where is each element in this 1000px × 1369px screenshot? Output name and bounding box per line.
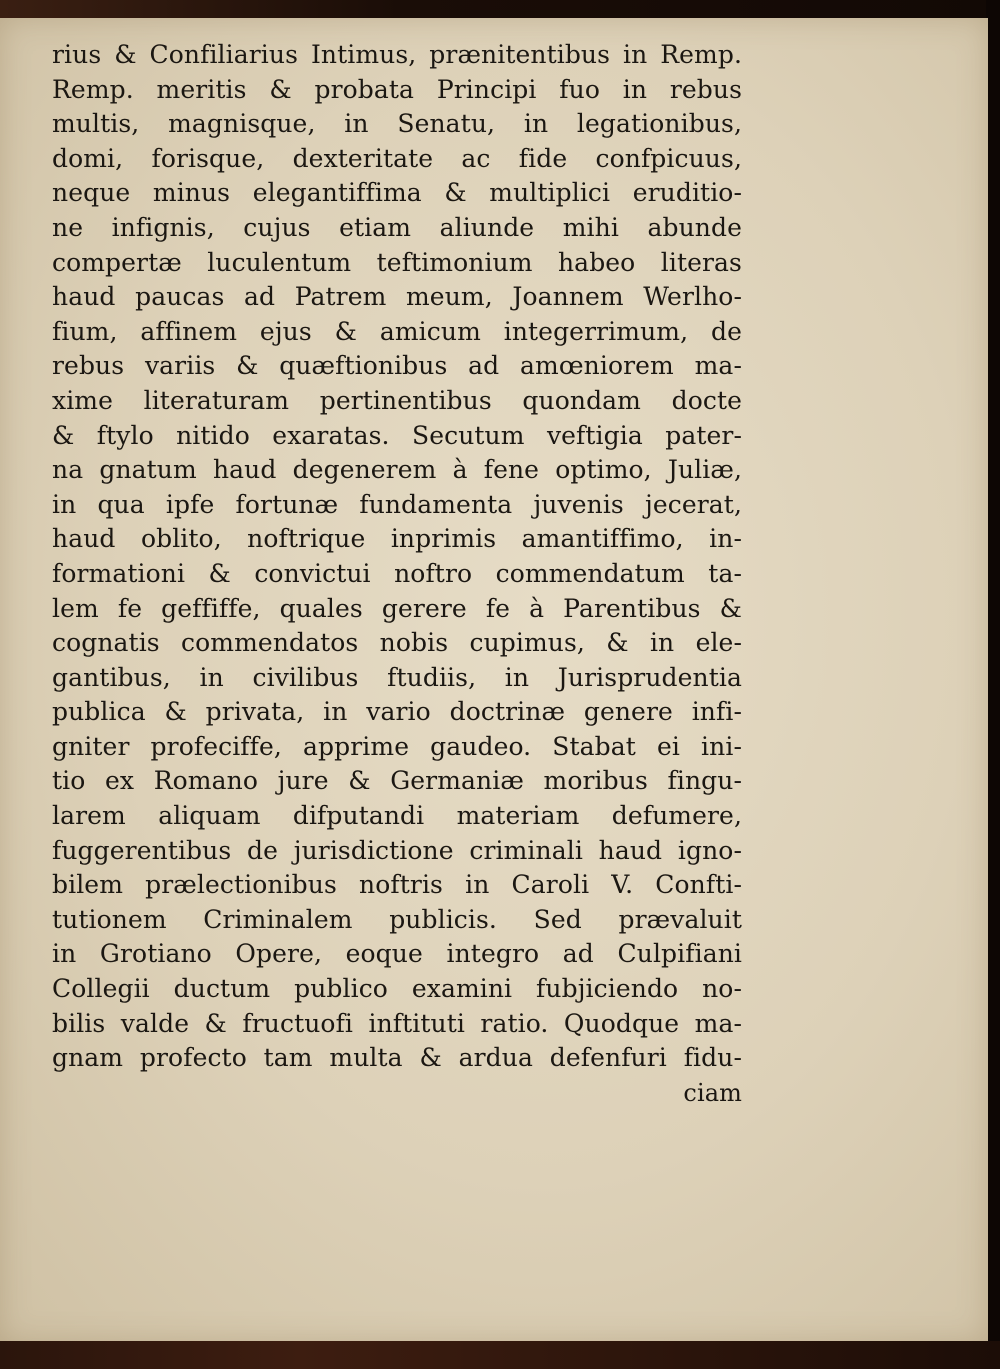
text-line: bilis valde & fructuofi inftituti ratio. Quodque ma- (52, 1008, 742, 1038)
text-line: gniter profeciffe, apprime gaudeo. Stabat ei ini- (52, 731, 742, 761)
text-line: Remp. meritis & probata Principi fuo in rebus (52, 74, 742, 104)
text-line: gnam profecto tam multa & ardua defenfuri fidu- (52, 1043, 742, 1073)
text-line: rius & Confiliarius Intimus, prænitentibus in Remp. (52, 40, 742, 69)
text-line: lem fe geffiffe, quales gerere fe à Parentibus & (52, 593, 742, 623)
text-line: publica & privata, in vario doctrinæ genere infi- (52, 697, 742, 727)
text-line: na gnatum haud degenerem à fene optimo, Juliæ, (52, 455, 742, 485)
text-line: rebus variis & quæftionibus ad amœniorem ma- (52, 351, 742, 381)
book-page (0, 18, 988, 1343)
text-line: in Grotiano Opere, eoque integro ad Culpifiani (52, 939, 742, 969)
text-line: multis, magnisque, in Senatu, in legationibus, (52, 109, 742, 139)
text-line: compertæ luculentum teftimonium habeo literas (52, 247, 742, 277)
text-line: fium, affinem ejus & amicum integerrimum, de (52, 316, 742, 346)
text-line: haud oblito, noftrique inprimis amantiffimo, in- (52, 524, 742, 554)
text-line: tio ex Romano jure & Germaniæ moribus fingu- (52, 766, 742, 796)
text-line: in qua ipfe fortunæ fundamenta juvenis jecerat, (52, 489, 742, 519)
text-line: fuggerentibus de jurisdictione criminali haud igno- (52, 835, 742, 865)
text-line: formationi & convictui noftro commendatum ta- (52, 558, 742, 588)
text-line: tutionem Criminalem publicis. Sed prævaluit (52, 904, 742, 934)
body-text (52, 38, 742, 1110)
text-line: gantibus, in civilibus ftudiis, in Jurisprudentia (52, 662, 742, 692)
scan-border-bottom (0, 1341, 1000, 1369)
text-line: xime literaturam pertinentibus quondam docte (52, 385, 742, 415)
text-line: & ftylo nitido exaratas. Secutum veftigia pater- (52, 420, 742, 450)
text-line: ne infignis, cujus etiam aliunde mihi abunde (52, 212, 742, 242)
text-line: cognatis commendatos nobis cupimus, & in ele- (52, 628, 742, 658)
text-line: neque minus elegantiffima & multiplici eruditio- (52, 178, 742, 208)
catchword: ciam (683, 1078, 742, 1107)
text-line: Collegii ductum publico examini fubjiciendo no- (52, 974, 742, 1004)
text-line: larem aliquam difputandi materiam defumere, (52, 801, 742, 831)
text-line: bilem prælectionibus noftris in Caroli V. Confti- (52, 870, 742, 900)
scan-border-right (986, 0, 1000, 1369)
text-line: domi, forisque, dexteritate ac fide confpicuus, (52, 143, 742, 173)
text-line: haud paucas ad Patrem meum, Joannem Werlho- (52, 282, 742, 312)
